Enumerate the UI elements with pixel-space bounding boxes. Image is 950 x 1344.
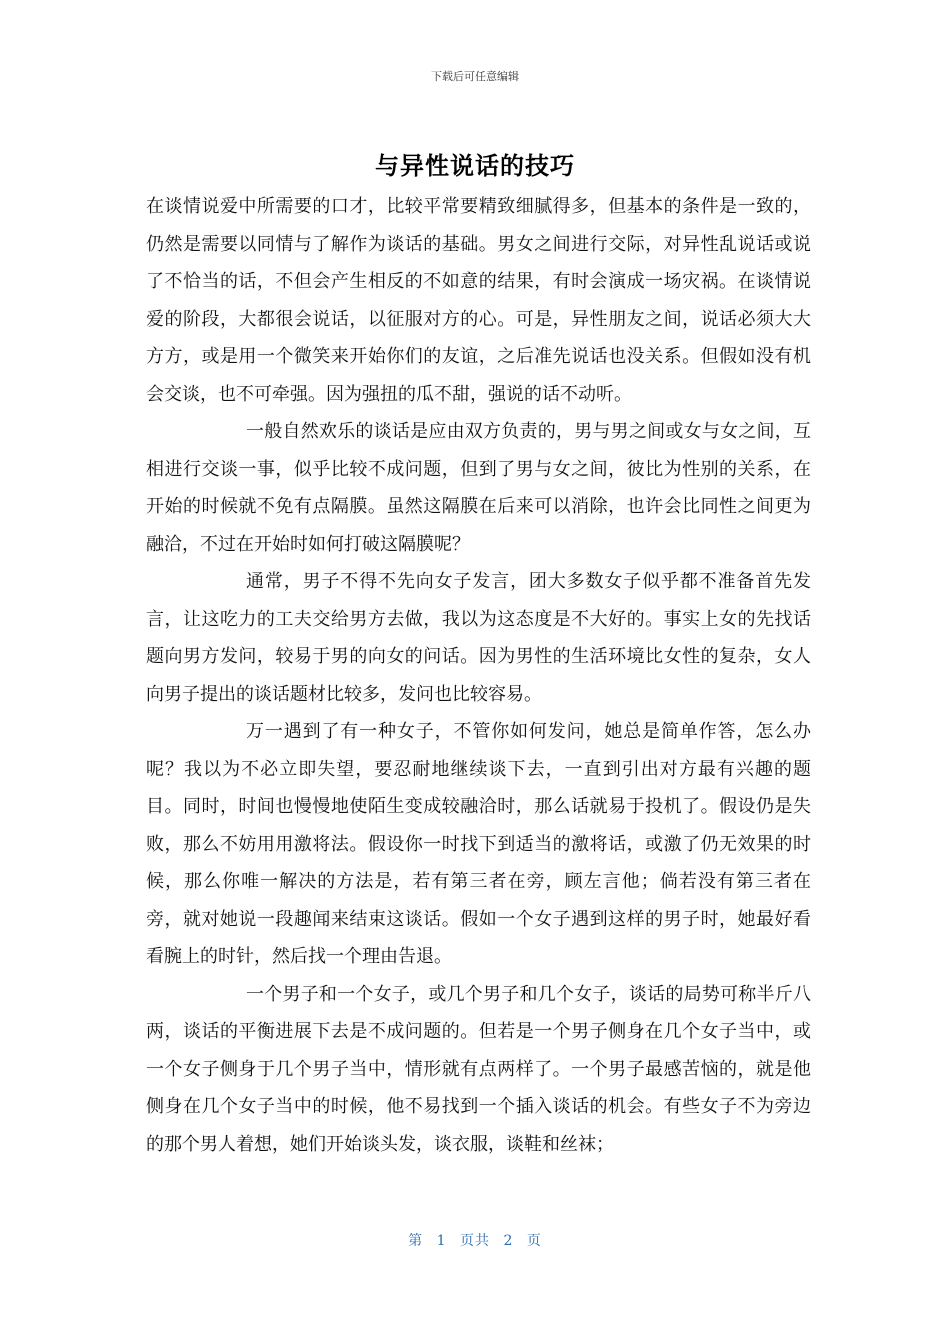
footer-middle: 页共: [460, 1233, 490, 1249]
paragraph-2: 一般自然欢乐的谈话是应由双方负责的，男与男之间或女与女之间，互相进行交谈一事，似乎比较不成问题，但到了男与女之间，彼比为性别的关系，在开始的时候就不免有点隔膜。虽然这隔膜在后来可以消除，也许会比同性之间更为融洽，不过在开始时如何打破这隔膜呢？: [146, 421, 811, 555]
footer-suffix: 页: [526, 1233, 542, 1249]
page-footer: [0, 1230, 950, 1250]
footer-total-pages: 2: [503, 1233, 514, 1249]
paragraph-5: 一个男子和一个女子，或几个男子和几个女子，谈话的局势可称半斤八两，谈话的平衡进展下去是不成问题的。但若是一个男子侧身在几个女子当中，或一个女子侧身于几个男子当中，情形就有点两样了。一个男子最感苦恼的，就是他侧身在几个女子当中的时候，他不易找到一个插入谈话的机会。有些女子不为旁边的那个男人着想，她们开始谈头发，谈衣服，谈鞋和丝袜；: [146, 983, 811, 1155]
paragraph-4: 万一遇到了有一种女子，不管你如何发问，她总是简单作答，怎么办呢？我以为不必立即失望，要忍耐地继续谈下去，一直到引出对方最有兴趣的题目。同时，时间也慢慢地使陌生变成较融洽时，那么话就易于投机了。假设仍是失败，那么不妨用用激将法。假设你一时找下到适当的激将话，或激了仍无效果的时候，那么你唯一解决的方法是，若有第三者在旁，顾左言他；倘若没有第三者在旁，就对她说一段趣闻来结束这谈话。假如一个女子遇到这样的男子时，她最好看看腕上的时针，然后找一个理由告退。: [146, 721, 811, 967]
document-title: 与异性说话的技巧: [375, 152, 575, 180]
paragraph-3: 通常，男子不得不先向女子发言，团大多数女子似乎都不准备首先发言，让这吃力的工夫交给男方去做，我以为这态度是不大好的。事实上女的先找话题向男方发问，较易于男的向女的问话。因为男性的生活环境比女性的复杂，女人向男子提出的谈话题材比较多，发问也比较容易。: [146, 571, 811, 705]
footer-prefix: 第: [408, 1233, 424, 1249]
header-note: 下载后可任意编辑: [431, 70, 519, 83]
document-body: [146, 188, 811, 1163]
paragraph-1: 在谈情说爱中所需要的口才，比较平常要精致细腻得多，但基本的条件是一致的，仍然是需要以同情与了解作为谈话的基础。男女之间进行交际，对异性乱说话或说了不恰当的话，不但会产生相反的不如意的结果，有时会演成一场灾祸。在谈情说爱的阶段，大都很会说话，以征服对方的心。可是，异性朋友之间，说话必须大大方方，或是用一个微笑来开始你们的友谊，之后准先说话也没关系。但假如没有机会交谈，也不可牵强。因为强扭的瓜不甜，强说的话不动听。: [146, 196, 811, 405]
footer-page-number: 1: [436, 1233, 447, 1249]
